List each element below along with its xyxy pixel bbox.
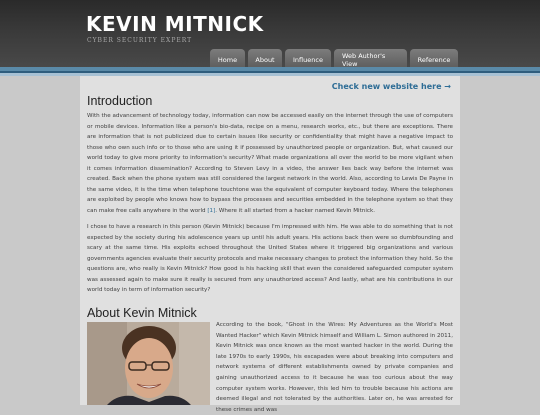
intro-heading: Introduction [87,94,153,108]
about-heading: About Kevin Mitnick [87,306,197,320]
intro-paragraph-1 [87,111,453,216]
intro-paragraph-1-text: With the advancement of technology today, information can now be accessed easily on the internet through the use of computers or mobile devices. Information like a person's bio-data, recipe on a menu, research works, etc., but there are exceptions. There are information that is not publicized due to certain issues like security or confidentiality that might have a negative impact to those who own such info or to those who are using it if possessed by unauthorized people or organization. But, what caused our world today to give more priority to information's security? What made organizations all over the world to be more vigilant when it comes information dissemination? According to Steven Levy in a video, the answer lies back way before the internet was created. Back when the phone system was still considered the largest network in the world. Also, according to Lewis De Payne in the same video, it is the time when telephone touchtone was the equivalent of computer keyboard today. Where the telephones are exploited by people who knows how to bypass the processes and securities embedded in the telephone system so that they can make free calls anywhere in the world [87,113,453,214]
reference-link-1[interactable]: [1] [207,207,216,214]
site-title: KEVIN MITNICK [86,12,264,36]
intro-paragraph-2: I chose to have a research in this person (Kevin Mitnick) because I'm impressed with him. He was able to do something that is not expected by the society during his adolescence years up until his adult years. His actions back then were so dumbfounding and scary at the same time. His exploits echoed throughout the United States where it triggered big organizations and various governments agencies evaluate their security protocols and make necessary changes to protect the information they hold. So the questions are, who really is Kevin Mitnick? How good is his hacking skill that even the considered safeguarded computer system was assessed again to make sure it really is secured from any unauthorized access? And lastly, what are his contributions in our world today in term of information security? [87,224,453,293]
kevin-mitnick-photo [87,322,210,405]
check-new-website-link[interactable]: Check new website here → [331,82,451,91]
main-content [80,76,460,413]
nav-tab-web-authors-view[interactable]: Web Author's View [334,49,407,70]
site-header [0,0,540,70]
nav-tab-influence[interactable]: Influence [285,49,331,70]
nav-tab-about[interactable]: About [248,49,282,70]
site-tagline: CYBER SECURITY EXPERT [87,37,193,44]
nav-tab-home[interactable]: Home [210,49,245,70]
intro-paragraph-1-tail: . Where it all started from a hacker named Kevin Mitnick. [215,207,375,214]
about-paragraph-1: According to the book, "Ghost in the Wires: My Adventures as the World's Most Wanted Hacker" which Kevin Mitnick himself and William L. Simon authored in 2011, Kevin Mitnick was once known as the most wanted hacker in the world. During the late 1970s to early 1990s, his escapades were about breaking into computers and network systems of different establishments owned by private companies and gaining unauthorized access to it because he was too curious about the way computer system works. However, this led him to trouble because his actions are deemed illegal and not tolerated by the authorities. Later on, he was arrested for these crimes and was [216,322,453,413]
nav-tab-reference[interactable]: Reference [410,49,458,70]
